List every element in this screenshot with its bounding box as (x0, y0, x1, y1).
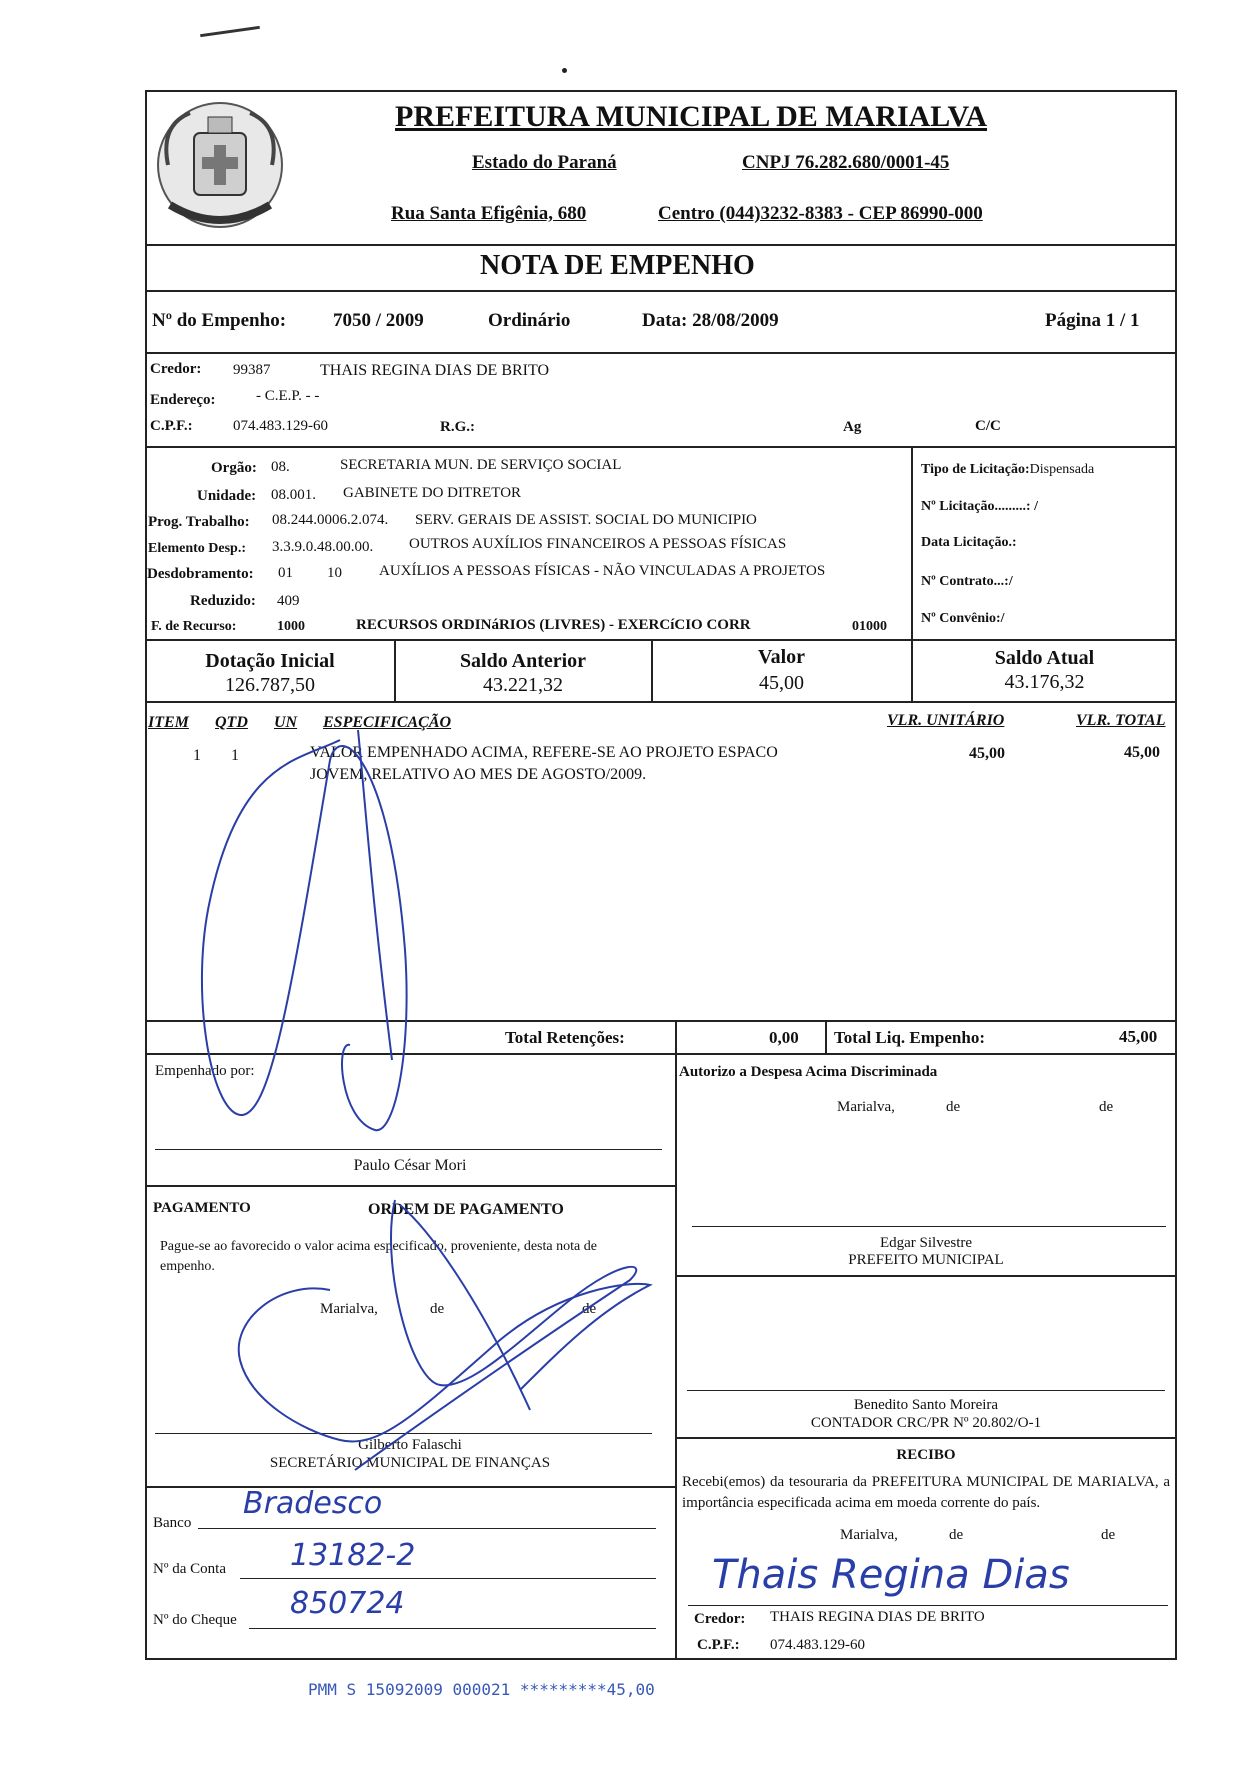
dotacao-label: Dotação Inicial (205, 650, 335, 672)
prefeito-title: PREFEITO MUNICIPAL (848, 1252, 1004, 1268)
document-title: NOTA DE EMPENHO (480, 250, 755, 281)
item-spec-line2: JOVEM, RELATIVO AO MES DE AGOSTO/2009. (310, 766, 647, 783)
item-unit-value: 45,00 (969, 745, 1005, 762)
unidade-name: GABINETE DO DITRETOR (343, 485, 522, 501)
address-label: Rua Santa Efigênia, 680 (391, 203, 587, 224)
conta-label: Nº da Conta (153, 1561, 226, 1577)
numero-contrato: Nº Contrato...:/ (921, 574, 1013, 589)
spec-header: ESPECIFICAÇÃO (323, 714, 452, 731)
saldo-atual-label: Saldo Atual (994, 647, 1095, 669)
unit-value-header: VLR. UNITÁRIO (887, 712, 1005, 729)
pagamento-city: Marialva, (320, 1301, 378, 1317)
pagamento-de2: de (582, 1301, 597, 1317)
banco-label: Banco (153, 1515, 192, 1531)
recibo-de1: de (949, 1527, 964, 1543)
unidade-label: Unidade: (197, 488, 257, 504)
banco-value: Bradesco (243, 1486, 383, 1521)
recibo-credor-name: THAIS REGINA DIAS DE BRITO (770, 1609, 985, 1625)
orgao-code: 08. (271, 459, 290, 475)
elemento-label: Elemento Desp.: (148, 541, 246, 556)
cnpj-label: CNPJ 76.282.680/0001-45 (742, 152, 950, 173)
valor-label: Valor (757, 646, 806, 668)
endereco-value: - C.E.P. - - (256, 388, 320, 404)
item-spec-line1: VALOR EMPENHADO ACIMA, REFERE-SE AO PROJETO ESPACO (310, 744, 778, 761)
credor-signature: Thais Regina Dias (712, 1552, 1070, 1598)
pagamento-text: Pague-se ao favorecido o valor acima especificado, proveniente, desta nota de empenho. (160, 1239, 597, 1274)
recibo-city: Marialva, (840, 1527, 898, 1543)
prog-name: SERV. GERAIS DE ASSIST. SOCIAL DO MUNICIPIO (415, 512, 757, 528)
fonte-label: F. de Recurso: (151, 619, 237, 634)
pagamento-label: PAGAMENTO (153, 1200, 251, 1216)
ag-label: Ag (843, 419, 862, 435)
credor-name: THAIS REGINA DIAS DE BRITO (320, 362, 550, 379)
recibo-credor-label: Credor: (694, 1611, 746, 1627)
cpf-label: C.P.F.: (150, 418, 193, 434)
unidade-code: 08.001. (271, 487, 316, 503)
recibo-de2: de (1101, 1527, 1116, 1543)
empenho-number: 7050 / 2009 (333, 310, 424, 331)
fonte-code: 1000 (277, 619, 305, 634)
page-title: PREFEITURA MUNICIPAL DE MARIALVA (395, 100, 988, 133)
payment-stamp: PMM S 15092009 000021 *********45,00 (308, 1680, 655, 1699)
conta-value: 13182-2 (290, 1538, 416, 1573)
cpf-value: 074.483.129-60 (233, 418, 328, 434)
item-qtd: 1 (231, 747, 239, 764)
total-liq-value: 45,00 (1119, 1027, 1158, 1046)
orgao-name: SECRETARIA MUN. DE SERVIÇO SOCIAL (340, 457, 622, 473)
item-total-value: 45,00 (1124, 744, 1160, 761)
item-number: 1 (193, 747, 201, 764)
secretario-title: SECRETÁRIO MUNICIPAL DE FINANÇAS (269, 1455, 551, 1471)
cc-label: C/C (975, 418, 1001, 434)
autorizo-de2: de (1099, 1099, 1114, 1115)
ordem-pagamento-label: ORDEM DE PAGAMENTO (368, 1201, 564, 1218)
total-retencoes-value: 0,00 (769, 1028, 799, 1047)
recibo-text: Recebi(emos) da tesouraria da PREFEITURA MUNICIPAL DE MARIALVA, a importância especificada acima em moeda corrente do país. (682, 1474, 1170, 1511)
contador-name: Benedito Santo Moreira (853, 1397, 999, 1413)
un-header: UN (274, 714, 298, 731)
valor-value: 45,00 (759, 672, 804, 694)
empenhado-por-name: Paulo César Mori (353, 1157, 467, 1174)
desdobramento-code2: 10 (327, 565, 342, 581)
saldo-anterior-value: 43.221,32 (483, 674, 563, 696)
empenho-type: Ordinário (488, 310, 571, 331)
orgao-label: Orgão: (211, 460, 257, 476)
recibo-cpf-value: 074.483.129-60 (770, 1637, 865, 1653)
reduzido-label: Reduzido: (190, 593, 256, 609)
total-liq-label: Total Liq. Empenho: (834, 1028, 985, 1047)
empenho-number-label: Nº do Empenho: (152, 310, 287, 331)
desdobramento-code1: 01 (278, 565, 293, 581)
empenhado-por-label: Empenhado por: (155, 1063, 255, 1079)
tipo-licitacao-label: Tipo de Licitação:Dispensada (921, 462, 1095, 477)
autorizo-de1: de (946, 1099, 961, 1115)
contador-title: CONTADOR CRC/PR Nº 20.802/O-1 (810, 1415, 1042, 1431)
reduzido-code: 409 (277, 593, 300, 609)
fonte-name: RECURSOS ORDINáRIOS (LIVRES) - EXERCíCIO CORR (356, 617, 751, 633)
elemento-code: 3.3.9.0.48.00.00. (272, 539, 374, 555)
elemento-name: OUTROS AUXÍLIOS FINANCEIROS A PESSOAS FÍSICAS (409, 536, 787, 552)
endereco-label: Endereço: (150, 392, 216, 408)
state-label: Estado do Paraná (472, 152, 617, 173)
credor-label: Credor: (150, 361, 202, 377)
page-number: Página 1 / 1 (1045, 310, 1140, 331)
empenho-date: Data: 28/08/2009 (642, 310, 779, 331)
item-header: ITEM (148, 714, 189, 731)
autorizo-label: Autorizo a Despesa Acima Discriminada (679, 1064, 938, 1080)
prog-code: 08.244.0006.2.074. (272, 512, 389, 528)
numero-convenio: Nº Convênio:/ (921, 611, 1005, 626)
cheque-value: 850724 (290, 1586, 405, 1621)
total-retencoes-label: Total Retenções: (505, 1028, 625, 1047)
total-value-header: VLR. TOTAL (1076, 712, 1166, 729)
secretario-name: Gilberto Falaschi (358, 1437, 462, 1453)
rg-label: R.G.: (440, 419, 475, 435)
cheque-label: Nº do Cheque (153, 1612, 237, 1628)
credor-code: 99387 (233, 362, 271, 378)
dotacao-value: 126.787,50 (225, 674, 315, 696)
saldo-anterior-label: Saldo Anterior (459, 650, 587, 672)
fonte-code2: 01000 (852, 619, 887, 634)
pagamento-de1: de (430, 1301, 445, 1317)
desdobramento-label: Desdobramento: (147, 566, 254, 582)
saldo-atual-value: 43.176,32 (1004, 671, 1085, 693)
prefeito-name: Edgar Silvestre (879, 1235, 973, 1251)
autorizo-city: Marialva, (837, 1099, 895, 1115)
desdobramento-name: AUXÍLIOS A PESSOAS FÍSICAS - NÃO VINCULADAS A PROJETOS (379, 563, 826, 579)
contact-label: Centro (044)3232-8383 - CEP 86990-000 (658, 203, 983, 224)
recibo-cpf-label: C.P.F.: (697, 1637, 740, 1653)
prog-label: Prog. Trabalho: (148, 514, 250, 530)
data-licitacao: Data Licitação.: (921, 535, 1017, 550)
numero-licitacao: Nº Licitação.........: / (921, 499, 1038, 514)
recibo-title: RECIBO (896, 1447, 956, 1463)
qtd-header: QTD (215, 714, 248, 731)
